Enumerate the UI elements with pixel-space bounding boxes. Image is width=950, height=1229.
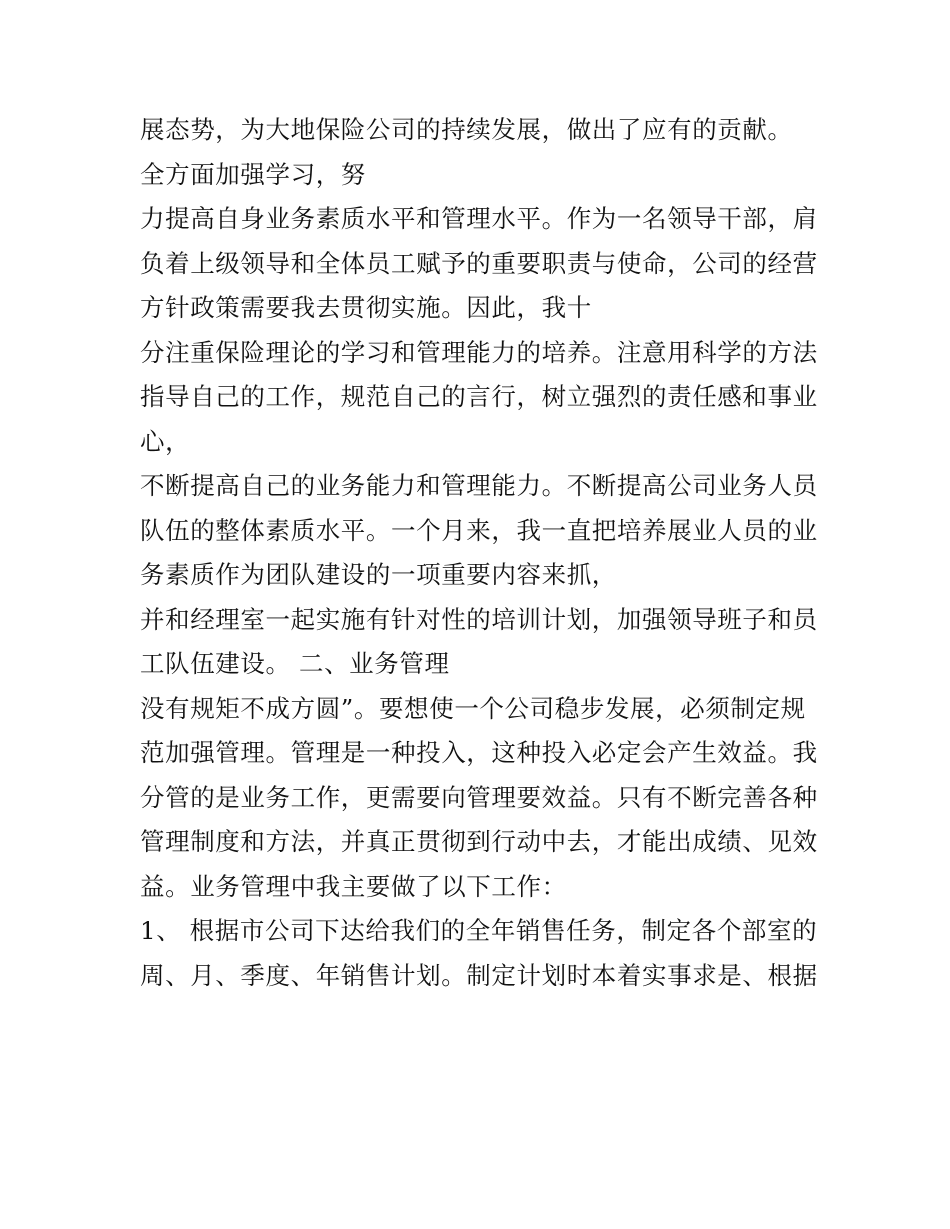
document-body	[140, 108, 820, 998]
text-line: 不断提高自己的业务能力和管理能力。不断提高公司业务人员	[140, 471, 818, 500]
text-line: 益。业务管理中我主要做了以下工作：	[140, 871, 567, 901]
text-line: 分管的是业务工作，更需要向管理要效益。只有不断完善各种	[140, 782, 818, 812]
numbered-item-line: 1、 根据市公司下达给我们的全年销售任务，制定各个部室的	[140, 916, 818, 945]
text-line: 并和经理室一起实施有针对性的培训计划，加强领导班子和员	[140, 604, 818, 634]
text-line: 展态势，为大地保险公司的持续发展，做出了应有的贡献。	[140, 115, 793, 144]
section-heading-line: 工队伍建设。 二、业务管理	[140, 649, 450, 678]
text-line: 周、月、季度、年销售计划。制定计划时本着实事求是、根据	[140, 960, 818, 990]
text-line: 指导自己的工作，规范自己的言行，树立强烈的责任感和事业	[140, 382, 818, 411]
text-line: 全方面加强学习，努	[140, 159, 366, 189]
text-line: 队伍的整体素质水平。一个月来，我一直把培养展业人员的业	[140, 515, 818, 545]
text-line: 务素质作为团队建设的一项重要内容来抓，	[140, 560, 617, 589]
text-line: 负着上级领导和全体员工赋予的重要职责与使命，公司的经营	[140, 248, 818, 278]
text-line: 力提高自身业务素质水平和管理水平。作为一名领导干部，肩	[140, 204, 818, 233]
text-line: 方针政策需要我去贯彻实施。因此，我十	[140, 293, 592, 322]
text-line: 分注重保险理论的学习和管理能力的培养。注意用科学的方法	[140, 337, 818, 367]
text-line: 没有规矩不成方圆”。要想使一个公司稳步发展，必须制定规	[140, 693, 806, 723]
text-line: 范加强管理。管理是一种投入，这种投入必定会产生效益。我	[140, 738, 818, 767]
text-line: 心，	[140, 426, 191, 456]
text-line: 管理制度和方法，并真正贯彻到行动中去，才能出成绩、见效	[140, 827, 818, 856]
